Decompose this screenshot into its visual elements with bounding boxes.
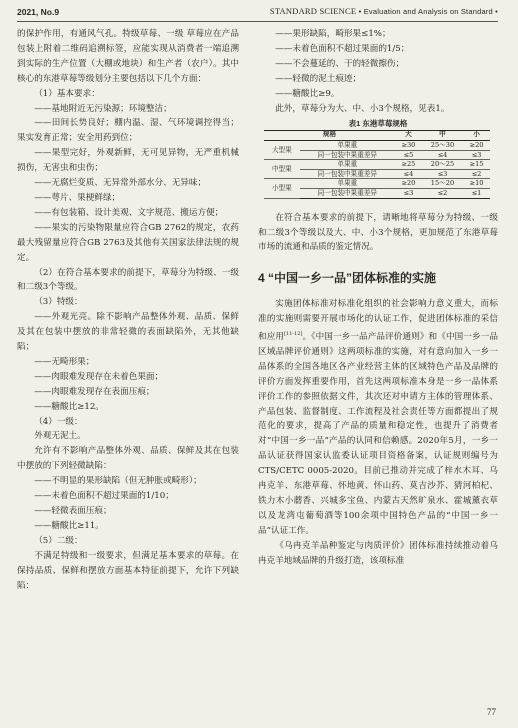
paragraph-text: ——轻微的泥土痕迹； (275, 73, 362, 84)
paragraph (17, 221, 239, 266)
table-cell: ≥20 (463, 141, 490, 151)
table-cell: ≤5 (395, 150, 422, 160)
paragraph-text: 实施团体标准对标准化组织的社会影响力意义重大，而标准的实施则需要开展市场化的认证工作，促进团体标准的采信和应用 (258, 299, 498, 342)
paragraph (17, 87, 239, 102)
paragraph (17, 549, 239, 594)
table-row (264, 160, 490, 170)
summary-paragraph (258, 211, 498, 256)
paragraph (17, 489, 239, 504)
paragraph-text: ——有包装箱、设计美观、文字规范、搬运方便； (34, 207, 224, 218)
table-cell: 单果重 (300, 141, 395, 151)
table-cell: 25～30 (422, 141, 463, 151)
paragraph-text: ——田间长势良好；棚内温、湿、气环境调控得当；果实发育正常；安全用药到位； (17, 118, 239, 144)
paragraph-text: ——肉眼难发现存在未着色果面； (34, 371, 164, 382)
paragraph (17, 146, 239, 176)
table-cell: 同一包装中果重差异 (300, 169, 395, 179)
group-label: 小型果 (264, 179, 300, 198)
paragraph-text: 外观无泥土。 (34, 431, 86, 442)
table-header-row (264, 131, 490, 141)
paragraph (258, 102, 498, 117)
paragraph (17, 534, 239, 549)
paragraph (258, 539, 498, 569)
paragraph-text: 不满足特级和一级要求，但满足基本要求的草莓。在保持品质、保鲜和摆放方面基本特征前提下，允许下列缺陷： (17, 550, 239, 591)
paragraph-text: ——糖酸比≥12。 (34, 401, 104, 412)
left-column (17, 27, 239, 593)
paragraph-text: （4）一级： (34, 416, 83, 427)
paragraph (17, 116, 239, 146)
table-header-cell: 中 (422, 131, 463, 141)
paragraph (17, 191, 239, 206)
paragraph (17, 370, 239, 385)
spec-list (258, 27, 498, 116)
paragraph-text: 在符合基本要求的前提下，请晰地将草莓分为特级、一级和二级3个等级以及大、中、小3个规格，更加规范了东港草莓市场的流通和品质的鉴定情况。 (258, 212, 498, 253)
table-cell: 单果重 (300, 160, 395, 170)
paragraph-text: ——无畸形果； (34, 356, 95, 367)
section-label: • Evaluation and Analysis on Standard • (358, 7, 498, 16)
table-cell: ≤2 (422, 189, 463, 199)
page-number: 77 (487, 707, 496, 717)
paragraph (17, 400, 239, 415)
table-row (264, 141, 490, 151)
table-row (264, 179, 490, 189)
table-cell: ≤3 (395, 189, 422, 199)
running-header (270, 6, 498, 16)
paragraph-text: ——外观光亮。除不影响产品整体外观、品质、保鲜及其在包装中摆放的非常轻微的表面缺陷外，无其他缺陷； (17, 312, 239, 353)
table-cell: ≤3 (422, 169, 463, 179)
paragraph-text: ——果型完好，外观新鲜，无可见异物，无严重机械损伤，无害虫和虫伤； (17, 148, 239, 174)
paragraph-text: ——肉眼难发现存在表面压痕； (34, 386, 155, 397)
issue-label: 2021, No.9 (17, 7, 60, 17)
table-body (264, 141, 490, 199)
table-cell: ≤4 (395, 169, 422, 179)
paragraph (258, 297, 498, 538)
paragraph-text: ——果形缺陷，畸形果≤1%； (275, 29, 391, 39)
paragraph (17, 295, 239, 310)
table-cell: 15～20 (422, 179, 463, 189)
citation-ref: [11-12] (284, 331, 303, 338)
group-label: 大型果 (264, 141, 300, 160)
paragraph (17, 429, 239, 444)
paragraph (258, 27, 498, 42)
paragraph (258, 42, 498, 57)
paragraph-text: ——轻微表面压痕； (34, 506, 112, 516)
paragraph-text: ——无腐烂变质、无异常外部水分、无异味； (34, 178, 207, 189)
table-cell: ≤3 (463, 150, 490, 160)
paragraph-text: （5）二级： (34, 535, 83, 546)
table-cell: ≤1 (463, 189, 490, 199)
table-cell: ≥20 (395, 179, 422, 189)
paragraph-text: 此外，草莓分为大、中、小3个规格，见表1。 (275, 103, 450, 114)
paragraph-text: 的保护作用，有通风气孔。特级草莓、一级 草莓应在产品包装上附着二维码追溯标签，应能实现从消费者一端追溯到实际的生产位置（大棚或地块）和生产者（农户）。其中核心的东港草莓等级划分主要包括以下几个方面： (17, 29, 239, 84)
paragraph (17, 310, 239, 355)
paragraph (17, 504, 239, 519)
paragraph-text: ——糖酸比≥11。 (34, 520, 104, 531)
paragraph-text: ——基地附近无污染源；环境整洁； (34, 103, 172, 114)
paragraph (17, 444, 239, 474)
spec-table (264, 130, 490, 198)
journal-title: STANDARD SCIENCE (269, 6, 357, 16)
paragraph (17, 176, 239, 191)
group-label: 中型果 (264, 160, 300, 179)
table-cell: ≤2 (463, 169, 490, 179)
paragraph (17, 415, 239, 430)
paragraph-text: ——萼片、果梗鲜绿； (34, 192, 121, 203)
header-rule (17, 21, 498, 22)
paragraph-text: （3）特级： (34, 297, 83, 308)
table-cell: 20～25 (422, 160, 463, 170)
paragraph-text: 允许有不影响产品整体外观、品质、保鲜及其在包装中摆放的下列轻微缺陷： (17, 446, 239, 472)
paragraph-text: ——果实的污染物限量应符合GB 2762的规定，农药最大残留量应符合GB 2763及其他有关国家法律法规的规定。 (17, 222, 239, 263)
paragraph-text: 。《中国一乡一品产品评价通则》和《中国一乡一品区域品牌评价通则》这两项标准的实施，对有意向加入一乡一品体系的全国各地区各产业经营主体的区域特色产品及品牌的评价方面发挥重要作用，首先这两项标准本身是一乡一品体系评价工作的参照依据文件，其次还对申请方主体的管理体系、产品包装、监督制度、工作流程及社会责任等方面都提出了规范化的要求，提高了产品的质量和稳定性，也提升了消费者对“中国一乡一品”产品的认同和信赖感。2020年5月，一乡一品认证获得国家认监委认证项目资格备案，认证规则编号为CTS/CETC 0005-2020。目前已推动并完成了梓水木耳、乌冉克羊、东港草莓、怀地黄、怀山药、莫吉沙芥、猜河柏杞、铁力木小蘑香、兴城多宝鱼、内蒙古天然旷泉水、霍城薰衣草以及龙湾屯葡萄酒等100余项中国特色产品的“中国一乡一品”认证工作。 (258, 331, 498, 536)
paragraph-text: （2）在符合基本要求的前提下，草莓分为特级、一级和二级3个等级。 (17, 267, 239, 293)
paragraph (17, 355, 239, 370)
table-cell: 同一包装中果重差异 (300, 189, 395, 199)
paragraph-text: ——未着色面积不超过果面的1/5； (275, 43, 410, 54)
paragraph (258, 57, 498, 72)
paragraph-text: ——糖酸比≥9。 (275, 88, 340, 99)
table-cell: ≥15 (463, 160, 490, 170)
paragraph-text: ——不明显的果形缺陷（但无肿胀或畸形）； (34, 476, 202, 487)
paragraph-text: ——不会蔓延的、干的轻微擦伤； (275, 58, 405, 69)
paragraph (17, 519, 239, 534)
table-cell: 同一包装中果重差异 (300, 150, 395, 160)
paragraph (258, 72, 498, 87)
paragraph-text: （1）基本要求： (34, 88, 100, 99)
table-header-cell: 小 (463, 131, 490, 141)
paragraph (17, 385, 239, 400)
paragraph (258, 87, 498, 102)
table-cell: ≥30 (395, 141, 422, 151)
table-header-cell: 规格 (264, 131, 395, 141)
table-cell: 单果重 (300, 179, 395, 189)
paragraph (17, 27, 239, 87)
section-body (258, 297, 498, 568)
right-column (258, 27, 498, 568)
table-cell: ≥25 (395, 160, 422, 170)
paragraph (17, 102, 239, 117)
paragraph (17, 474, 239, 489)
section-heading: 4 “中国一乡一品”团体标准的实施 (258, 271, 437, 286)
paragraph (17, 206, 239, 221)
table-cell: ≤4 (422, 150, 463, 160)
paragraph-text: 《乌冉克羊品种鉴定与肉质评价》团体标准持续推动着乌冉克羊地域品牌的升级打造，该项标准 (258, 540, 498, 566)
table-title: 表1 东港草莓规格 (348, 119, 408, 129)
paragraph (258, 211, 498, 256)
paragraph (17, 266, 239, 296)
table-header-cell: 大 (395, 131, 422, 141)
table-cell: ≥10 (463, 179, 490, 189)
paragraph-text: ——未着色面积不超过果面的1/10； (34, 491, 174, 502)
